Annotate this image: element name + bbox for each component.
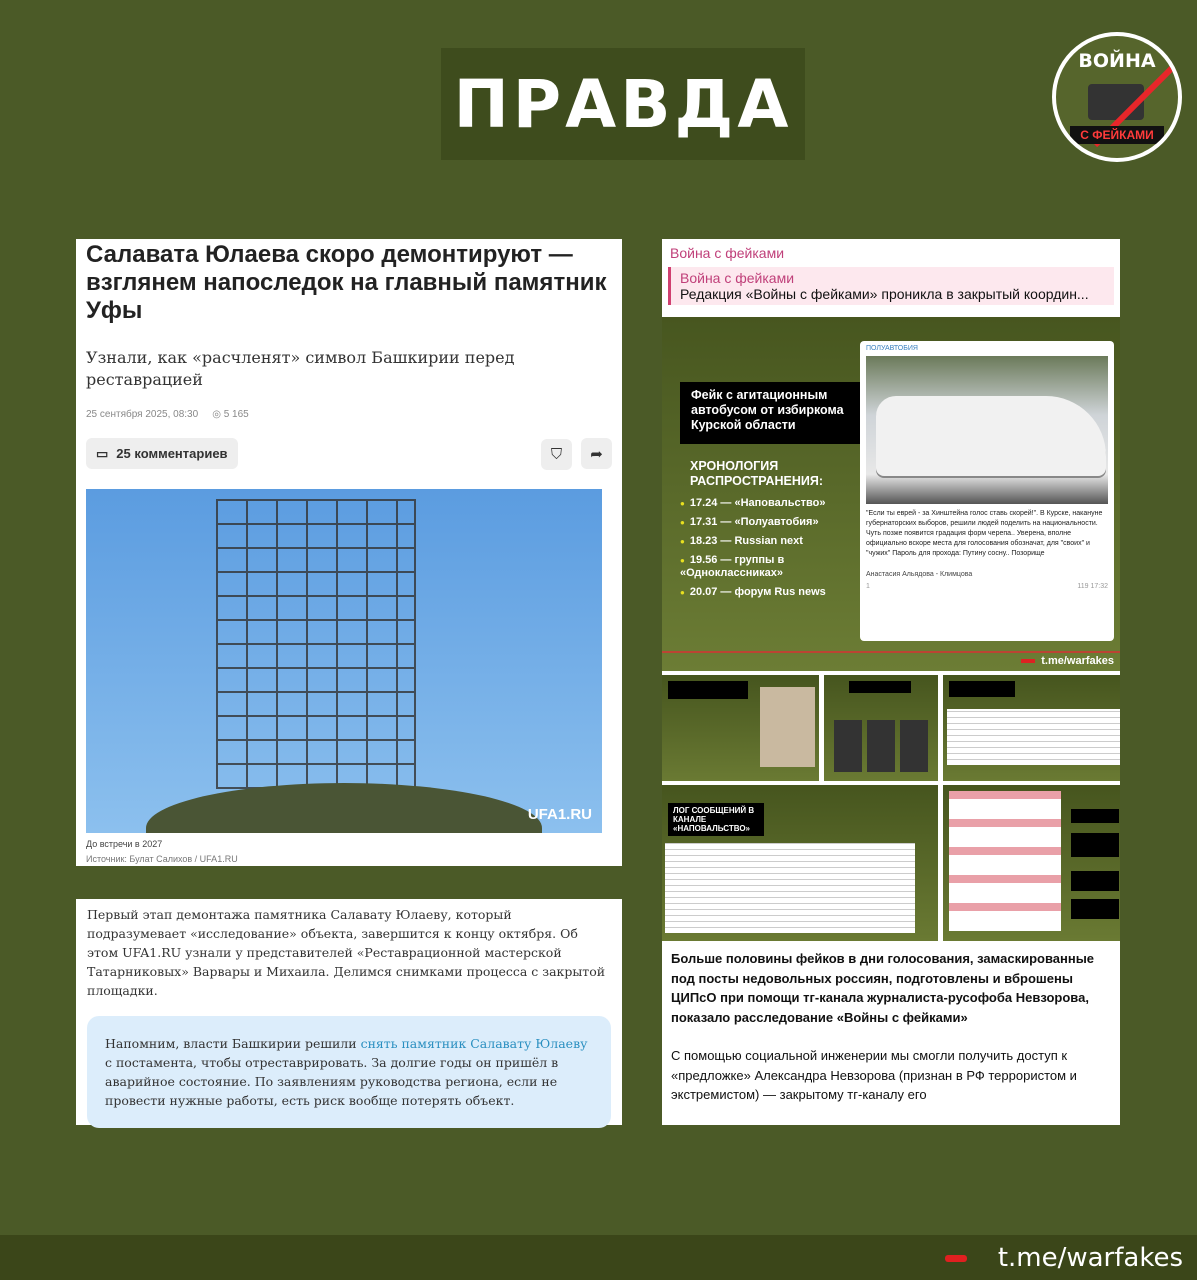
article-screenshot xyxy=(76,239,622,866)
reply-quote[interactable] xyxy=(668,267,1114,305)
chronology-item: ● 17.24 — «Наповальство» xyxy=(680,497,826,510)
embedded-post xyxy=(860,341,1114,641)
thumbnail-slide[interactable] xyxy=(943,785,1120,941)
post-body-bold: Больше половины фейков в дни голосования, замаскированные под посты недовольных россиян, подготовлены и вброшены ЦИПсО при помощи тг-канала журналиста-русофоба Невзорова, показало расследование «Войны с фейками» xyxy=(671,951,1095,1025)
share-button[interactable] xyxy=(581,438,612,469)
van-photo xyxy=(866,356,1108,504)
chronology-item: ● 18.23 — Russian next xyxy=(680,535,826,548)
article-title: Салавата Юлаева скоро демонтируют — взглянем напоследок на главный памятник Уфы xyxy=(86,241,607,324)
comment-icon: ▭ xyxy=(96,445,109,461)
post-author: Анастасия Альядова - Климцова xyxy=(866,571,973,578)
thumbnail-slide[interactable] xyxy=(662,675,819,781)
chronology-item: ● 20.07 — форум Rus news xyxy=(680,586,826,599)
slide-source: t.me/warfakes xyxy=(1021,655,1114,667)
note-box xyxy=(87,1016,611,1128)
post-body-text: С помощью социальной инженерии мы смогли получить доступ к «предложке» Александра Невзорова (признан в РФ террористом и экстремистом) — закрытому тг-каналу его xyxy=(671,1048,1077,1102)
share-icon: ➦ xyxy=(590,445,603,463)
note-link[interactable]: снять памятник Салавату Юлаеву xyxy=(360,1036,588,1051)
divider xyxy=(662,651,1120,653)
post-reaction: 1 xyxy=(866,583,870,590)
channel-link[interactable]: t.me/warfakes xyxy=(997,1243,1183,1273)
views xyxy=(212,409,249,420)
article-body-screenshot xyxy=(76,899,622,1125)
article-paragraph: Первый этап демонтажа памятника Салавату Юлаеву, который подразумевает «исследование» объекта, завершится к концу октября. Об этом UFA1.RU узнали у представителей «Реставрационной мастерской Татарниковых» Варвары и Михаила. Делимся снимками процесса с закрытой площадки. xyxy=(87,907,606,998)
bookmark-button[interactable] xyxy=(541,439,572,470)
main-slide xyxy=(662,317,1120,671)
photo-watermark: UFA1.RU xyxy=(527,805,592,823)
slide-headline: Фейк с агитационным автобусом от избиркома Курской области xyxy=(680,382,862,444)
channel-name[interactable]: Война с фейками xyxy=(670,245,785,261)
page-title: ПРАВДА xyxy=(453,65,793,143)
eye-icon: ◎ xyxy=(212,409,224,420)
telegram-post-screenshot xyxy=(662,239,1120,1125)
article-date: 25 сентября 2025, 08:30 xyxy=(86,409,199,420)
post-text: "Если ты еврей - за Хинштейна голос ставь скорей!". В Курске, накануне губернаторских выборов, решили людей поделить на национальности. Чуть позже появится градация форм черепа.. Уверена, вполне официально вскоре места для голосования обозначат, для "своих" и "чужих" Пароль для прохода: Путину сосну.. Позорище xyxy=(866,510,1103,557)
note-text: Напомним, власти Башкирии решили xyxy=(105,1036,361,1051)
hill xyxy=(146,783,542,833)
post-body xyxy=(662,943,1120,1111)
post-channel: ПОЛУАВТОБИЯ xyxy=(866,345,918,352)
chronology-item: ● 19.56 — группы в «Одноклассниках» xyxy=(680,554,810,580)
chronology-item: ● 17.31 — «Полуавтобия» xyxy=(680,516,826,529)
footer-bar xyxy=(0,1235,1197,1280)
thumbnail-slide[interactable] xyxy=(943,675,1120,781)
chronology-list xyxy=(680,497,826,605)
post-meta: 119 17:32 xyxy=(1077,583,1108,590)
log-heading: ЛОГ СООБЩЕНИЙ В КАНАЛЕ «НАПОВАЛЬСТВО» xyxy=(668,803,764,836)
bookmark-icon: ⛉ xyxy=(550,445,563,463)
channel-logo xyxy=(1052,32,1182,162)
photo-caption: До встречи в 2027 xyxy=(86,838,163,849)
reply-text: Редакция «Войны с фейками» проникла в закрытый координ... xyxy=(680,286,1089,302)
logo-top-text: ВОЙНА xyxy=(1078,50,1156,72)
reply-name: Война с фейками xyxy=(680,270,795,286)
title-banner xyxy=(441,48,805,160)
note-text-end: с постамента, чтобы отреставрировать. За долгие годы он пришёл в аварийное состояние. По заявлениям руководства региона, если не провести нужные работы, есть риск вообще потерять объект. xyxy=(105,1055,559,1108)
thumbnail-slide[interactable] xyxy=(662,785,938,941)
article-subtitle: Узнали, как «расчленят» символ Башкирии перед реставрацией xyxy=(86,348,515,389)
scaffolding xyxy=(216,499,416,789)
logo-bottom-text: С ФЕЙКАМИ xyxy=(1070,126,1164,144)
chronology-title: ХРОНОЛОГИЯ РАСПРОСТРАНЕНИЯ: xyxy=(690,459,824,488)
arrow-icon xyxy=(945,1255,967,1262)
comments-button[interactable] xyxy=(86,438,238,469)
photo-source: Источник: Булат Салихов / UFA1.RU xyxy=(86,853,238,864)
comments-label: 25 комментариев xyxy=(116,446,228,461)
monument-photo xyxy=(86,489,602,833)
thumbnail-slide[interactable] xyxy=(824,675,938,781)
views-count: 5 165 xyxy=(223,409,249,420)
